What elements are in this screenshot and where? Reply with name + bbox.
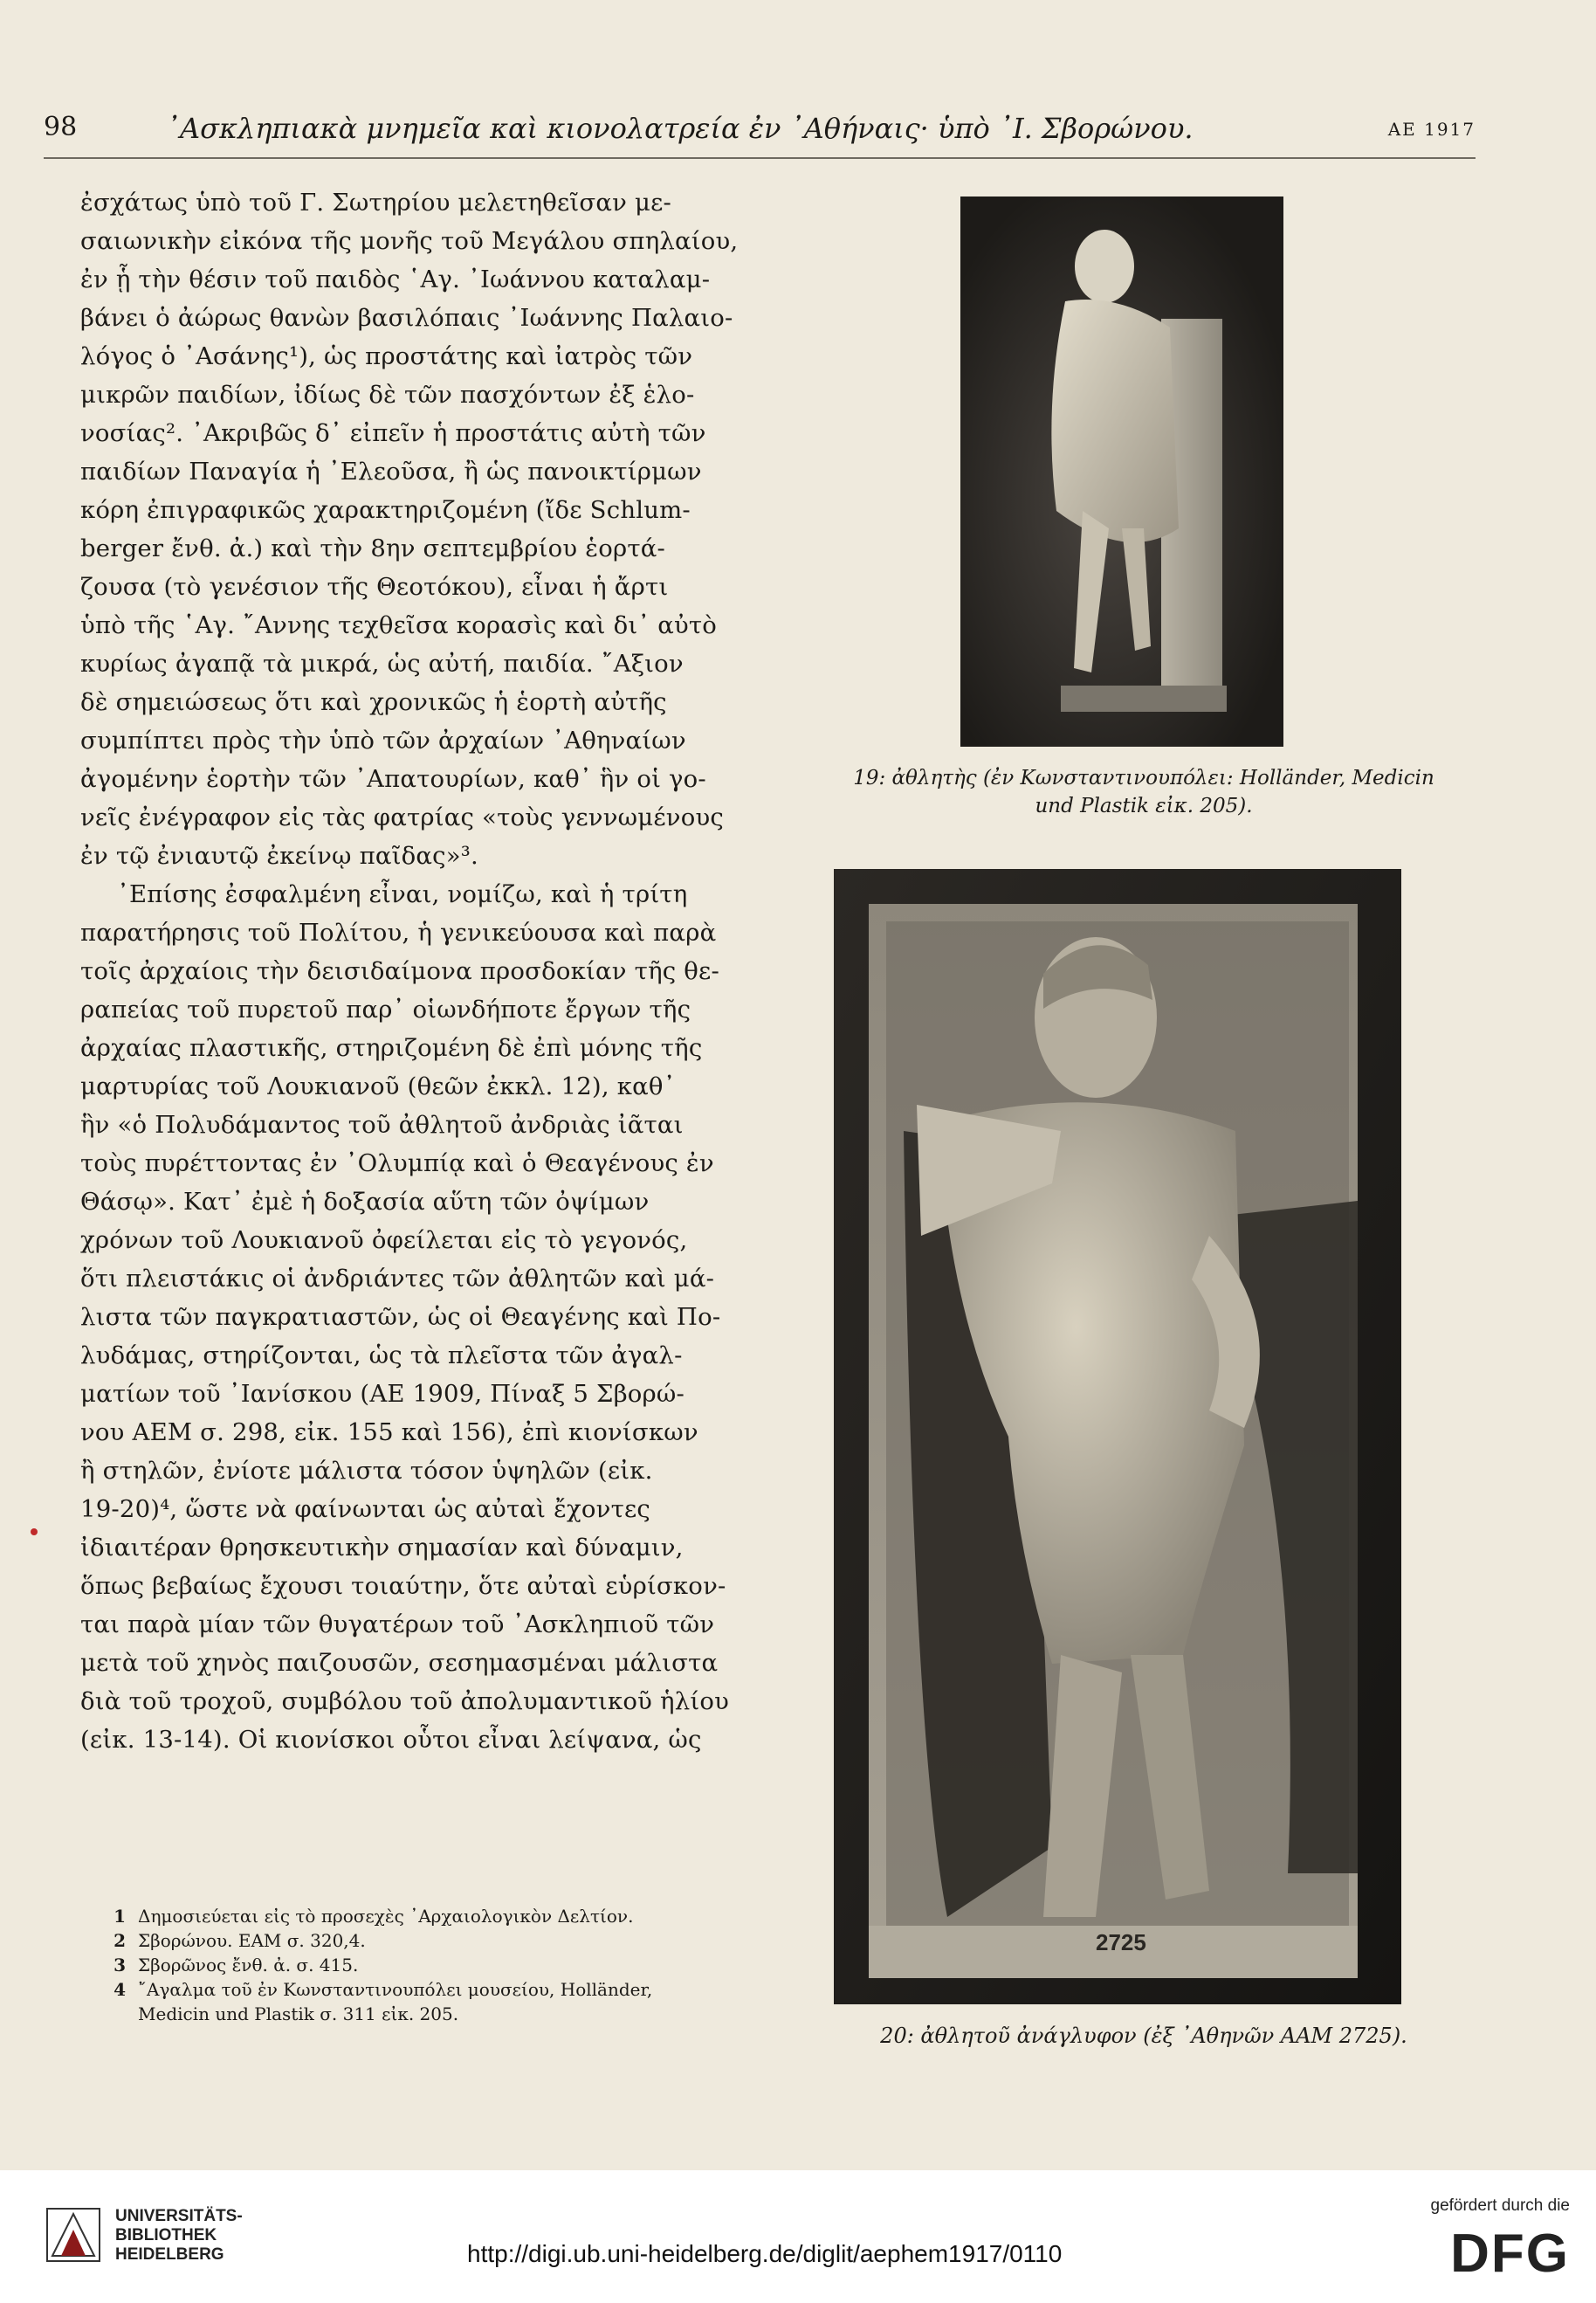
library-name-line-3: HEIDELBERG: [115, 2245, 224, 2264]
library-name-line-2: BIBLIOTHEK: [115, 2226, 217, 2244]
text-line: κυρίως ἀγαπᾷ τὰ μικρά, ὡς αὐτή, παιδία. ῎Αξιον: [80, 650, 684, 678]
footnotes: [80, 1904, 744, 2026]
text-line: ἣν «ὁ Πολυδάμαντος τοῦ ἀθλητοῦ ἀνδριὰς ἰᾶται: [80, 1111, 684, 1139]
funding-label: gefördert durch die: [1430, 2196, 1570, 2215]
running-head: [44, 112, 1476, 155]
running-title: ᾿Ασκληπιακὰ μνημεῖα καὶ κιονολατρεία ἐν ᾿Αθήναις· ὑπὸ ᾿Ι. Σβορώνου.: [166, 112, 1194, 145]
footnote-text: Medicin und Plastik σ. 311 εἰκ. 205.: [138, 2003, 459, 2024]
text-line: ἐν τῷ ἐνιαυτῷ ἐκείνῳ παῖδας»³.: [80, 842, 478, 870]
text-line: (εἰκ. 13-14). Οἱ κιονίσκοι οὗτοι εἶναι λείψανα, ὡς: [80, 1726, 702, 1754]
text-line: τοῖς ἀρχαίοις τὴν δεισιδαίμονα προσδοκίαν τῆς θε-: [80, 957, 719, 985]
text-line: βάνει ὁ ἀώρως θανὼν βασιλόπαις ᾿Ιωάννης Παλαιο-: [80, 304, 733, 332]
text-line: ἰδιαιτέραν θρησκευτικὴν σημασίαν καὶ δύναμιν,: [80, 1534, 684, 1562]
permalink-url[interactable]: http://digi.ub.uni-heidelberg.de/diglit/aephem1917/0110: [467, 2240, 1063, 2267]
footnote: [80, 2002, 744, 2026]
text-line: χρόνων τοῦ Λουκιανοῦ ὀφείλεται εἰς τὸ γεγονός,: [80, 1226, 688, 1254]
figure-20-photo: [834, 869, 1401, 2004]
text-line: λυδάμας, στηρίζονται, ὡς τὰ πλεῖστα τῶν ἀγαλ-: [80, 1341, 683, 1369]
text-line: ὅπως βεβαίως ἔχουσι τοιαύτην, ὅτε αὐταὶ εὑρίσκον-: [80, 1572, 726, 1600]
footnote: [80, 1928, 744, 1953]
footnote-text: Δημοσιεύεται εἰς τὸ προσεχὲς ᾿Αρχαιολογικὸν Δελτίον.: [138, 1906, 634, 1927]
text-line: κόρη ἐπιγραφικῶς χαρακτηριζομένη (ἴδε Schlum-: [80, 496, 691, 524]
text-line: ὑπὸ τῆς ῾Αγ. ῎Αννης τεχθεῖσα κορασὶς καὶ δι᾽ αὐτὸ: [80, 611, 718, 639]
figure-19-caption-line-2: und Plastik εἰκ. 205).: [1035, 795, 1253, 817]
text-line: διὰ τοῦ τροχοῦ, συμβόλου τοῦ ἀπολυμαντικοῦ ἡλίου: [80, 1687, 729, 1715]
text-line: 19-20)⁴, ὥστε νὰ φαίνωνται ὡς αὐταὶ ἔχοντες: [80, 1495, 651, 1523]
text-line: μετὰ τοῦ χηνὸς παιζουσῶν, σεσημασμέναι μάλιστα: [80, 1649, 719, 1677]
text-line: ζουσα (τὸ γενέσιον τῆς Θεοτόκου), εἶναι ἡ ἄρτι: [80, 573, 669, 601]
margin-mark: [31, 1528, 38, 1535]
figure-20-caption: 20: ἀθλητοῦ ἀνάγλυφον (ἐξ ᾿Αθηνῶν ΑΑΜ 2725).: [880, 2024, 1407, 2048]
text-line: νοσίας². ᾿Ακριβῶς δ᾽ εἰπεῖν ἡ προστάτις αὐτὴ τῶν: [80, 419, 706, 447]
text-line: berger ἔνθ. ἀ.) καὶ τὴν 8ην σεπτεμβρίου ἑορτά-: [80, 534, 665, 562]
text-line: παιδίων Παναγία ἡ ᾿Ελεοῦσα, ἢ ὡς πανοικτίρμων: [80, 458, 702, 486]
body-text-column: [80, 183, 744, 1759]
footnote-number: 4: [114, 1979, 126, 2000]
text-line: λόγος ὁ ᾿Ασάνης¹), ὡς προστάτης καὶ ἰατρὸς τῶν: [80, 342, 693, 370]
text-line: ἐσχάτως ὑπὸ τοῦ Γ. Σωτηρίου μελετηθεῖσαν με-: [80, 189, 672, 217]
text-line: ραπείας τοῦ πυρετοῦ παρ᾽ οἱωνδήποτε ἔργων τῆς: [80, 996, 691, 1024]
figure-19-caption-line-1: 19: ἀθλητὴς (ἐν Κωνσταντινουπόλει: Holländer, Medicin: [853, 767, 1434, 790]
text-line: νεῖς ἐνέγραφον εἰς τὰς φατρίας «τοὺς γεννωμένους: [80, 803, 724, 831]
text-line: ᾿Επίσης ἐσφαλμένη εἶναι, νομίζω, καὶ ἡ τρίτη: [117, 880, 688, 908]
footnote: [80, 1977, 744, 2002]
figure-19-photo: [960, 197, 1283, 747]
library-name-line-1: UNIVERSITÄTS-: [115, 2207, 243, 2225]
footnote-number: 2: [114, 1930, 126, 1951]
text-line: παρατήρησις τοῦ Πολίτου, ἡ γενικεύουσα καὶ παρὰ: [80, 919, 717, 947]
text-line: ἢ στηλῶν, ἐνίοτε μάλιστα τόσον ὑψηλῶν (εἰκ.: [80, 1457, 653, 1485]
dfg-logo: DFG: [1450, 2224, 1570, 2284]
text-line: συμπίπτει πρὸς τὴν ὑπὸ τῶν ἀρχαίων ᾿Αθηναίων: [80, 727, 686, 755]
text-line: ἐν ᾗ τὴν θέσιν τοῦ παιδὸς ῾Αγ. ᾿Ιωάννου καταλαμ-: [80, 265, 711, 293]
footnote-number: 3: [114, 1955, 126, 1975]
text-line: ματίων τοῦ ᾿Ιανίσκου (ΑΕ 1909, Πίναξ 5 Σβορώ-: [80, 1380, 685, 1408]
figure-19-caption: [812, 764, 1476, 820]
text-line: ἀγομένην ἑορτὴν τῶν ᾿Απατουρίων, καθ᾽ ἣν οἱ γο-: [80, 765, 706, 793]
text-line: μικρῶν παιδίων, ἰδίως δὲ τῶν πασχόντων ἐξ ἑλο-: [80, 381, 695, 409]
footnote-number: 1: [114, 1906, 126, 1927]
text-line: λιστα τῶν παγκρατιαστῶν, ὡς οἱ Θεαγένης καὶ Πο-: [80, 1303, 721, 1331]
text-line: μαρτυρίας τοῦ Λουκιανοῦ (θεῶν ἐκκλ. 12), καθ᾽: [80, 1072, 676, 1100]
text-line: Θάσῳ». Κατ᾽ ἐμὲ ἡ δοξασία αὕτη τῶν ὀψίμων: [80, 1188, 650, 1216]
text-line: ἀρχαίας πλαστικῆς, στηριζομένη δὲ ἐπὶ μόνης τῆς: [80, 1034, 703, 1062]
footnote: [80, 1904, 744, 1928]
inventory-number-label: 2725: [1096, 1929, 1146, 1955]
footnote-text: Σβορῶνος ἔνθ. ἀ. σ. 415.: [138, 1955, 359, 1975]
page-number: 98: [44, 112, 78, 142]
header-rule: [44, 157, 1476, 159]
journal-label: ΑΕ 1917: [1387, 119, 1476, 140]
footnote: [80, 1953, 744, 1977]
text-line: δὲ σημειώσεως ὅτι καὶ χρονικῶς ἡ ἑορτὴ αὐτῆς: [80, 688, 667, 716]
text-line: ται παρὰ μίαν τῶν θυγατέρων τοῦ ᾿Ασκληπιοῦ τῶν: [80, 1610, 715, 1638]
digitization-footer: [0, 2170, 1596, 2303]
university-library-logo-icon: [45, 2207, 101, 2263]
text-line: ὅτι πλειστάκις οἱ ἀνδριάντες τῶν ἀθλητῶν καὶ μά-: [80, 1265, 715, 1293]
footnote-text: Σβορώνου. ΕΑΜ σ. 320,4.: [138, 1930, 366, 1951]
footnote-text: ῎Αγαλμα τοῦ ἐν Κωνσταντινουπόλει μουσείου, Holländer,: [138, 1979, 653, 2000]
library-name: [115, 2207, 243, 2265]
text-line: τοὺς πυρέττοντας ἐν ᾿Ολυμπίᾳ καὶ ὁ Θεαγένους ἐν: [80, 1149, 714, 1177]
text-line: νου ΑΕΜ σ. 298, εἰκ. 155 καὶ 156), ἐπὶ κιονίσκων: [80, 1418, 698, 1446]
text-line: σαιωνικὴν εἰκόνα τῆς μονῆς τοῦ Μεγάλου σπηλαίου,: [80, 227, 739, 255]
